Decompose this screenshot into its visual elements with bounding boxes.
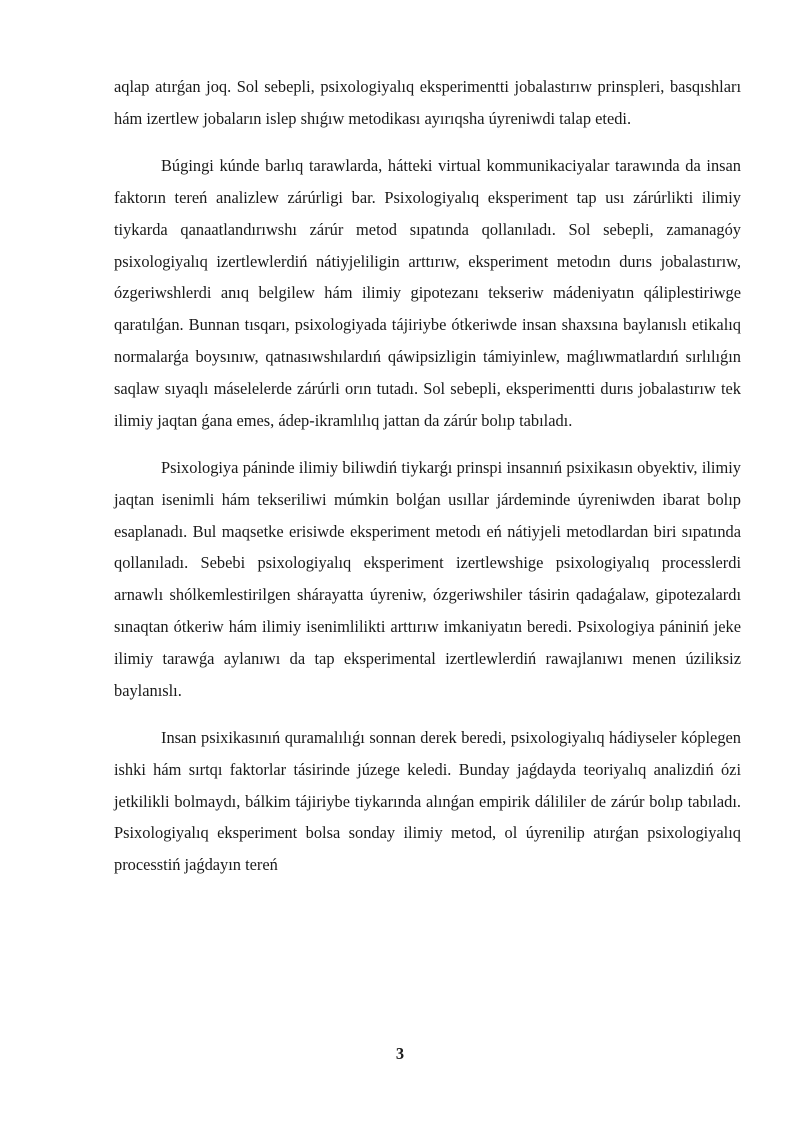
body-text xyxy=(114,71,741,881)
paragraph-continued: aqlap atırǵan joq. Sol sebepli, psixologiyalıq eksperimentti jobalastırıw prinspleri, basqıshları hám izertlew jobaların islep shıǵıw metodikası ayırıqsha úyreniwdi talap etedi. xyxy=(114,77,741,128)
paragraph: Búgingi kúnde barlıq tarawlarda, hátteki virtual kommunikaciyalar tarawında da insan faktorın tereń analizlew zárúrligi bar. Psixologiyalıq eksperiment tap usı zárúrlikti ilimiy tiykarda qanaatlandırıwshı zárúr metod sıpatında qollanıladı. Sol sebepli, zamanagóy psixologiyalıq izertlewlerdiń nátiyjeliligin arttırıw, eksperiment metodın durıs jobalastırıw, ózgeriwshlerdi anıq belgilew hám ilimiy gipotezanı tekseriw mádeniyatın qáliplestiriwge qaratılǵan. Bunnan tısqarı, psixologiyada tájiriybe ótkeriwde insan shaxsına baylanıslı etikalıq normalarǵa boysınıw, qatnasıwshılardıń qáwipsizligin támiyinlew, maǵlıwmatlardıń sırlılıǵın saqlaw sıyaqlı máselelerde zárúrli orın tutadı. Sol sebepli, eksperimentti durıs jobalastırıw tek ilimiy jaqtan ǵana emes, ádep-ikramlılıq jattan da zárúr bolıp tabıladı. xyxy=(114,156,741,430)
paragraph: Insan psixikasınıń quramalılıǵı sonnan derek beredi, psixologiyalıq hádiyseler kóplegen ishki hám sırtqı faktorlar tásirinde júzege keledi. Bunday jaǵdayda teoriyalıq analizdiń ózi jetkilikli bolmaydı, bálkim tájiriybe tiykarında alınǵan empirik dálililer de zárúr bolıp tabıladı. Psixologiyalıq eksperiment bolsa sonday ilimiy metod, ol úyrenilip atırǵan psixologiyalıq processtiń jaǵdayın tereń xyxy=(114,727,741,875)
paragraph: Psixologiya páninde ilimiy biliwdiń tiykarǵı prinspi insannıń psixikasın obyektiv, ilimiy jaqtan isenimli hám tekseriliwi múmkin bolǵan usıllar járdeminde úyreniwden ibarat bolıp esaplanadı. Bul maqsetke erisiwde eksperiment metodı eń nátiyjeli metodlardan biri sıpatında qollanıladı. Sebebi psixologiyalıq eksperiment izertlewshige psixologiyalıq processlerdi arnawlı shólkemlestirilgen shárayatta úyreniw, ózgeriwshiler tásirin qadaǵalaw, gipotezalardı sınaqtan ótkeriw hám ilimiy isenimlilikti arttırıw imkaniyatın beredi. Psixologiya pániniń jeke ilimiy tarawǵa aylanıwı da tap eksperimental izertlewlerdiń rawajlanıwı menen úziliksiz baylanıslı. xyxy=(114,457,741,700)
page-number: 3 xyxy=(395,1044,405,1063)
